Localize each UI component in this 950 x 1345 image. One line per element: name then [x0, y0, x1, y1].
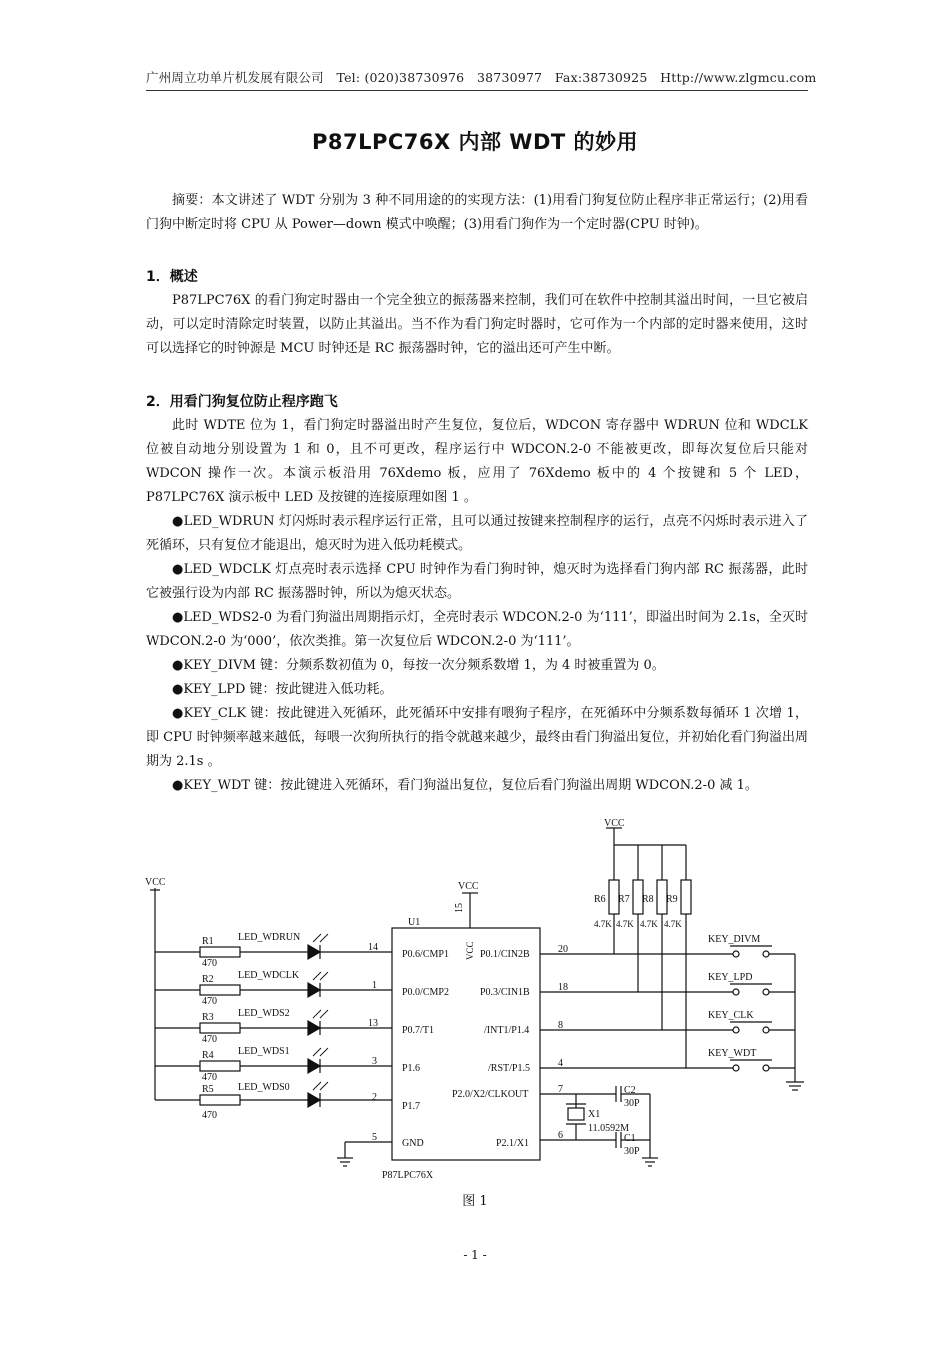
- port-x1: P2.1/X1: [496, 1138, 530, 1149]
- pin-7: 7: [558, 1084, 563, 1095]
- c2-ref: C2: [624, 1085, 636, 1096]
- r4-value: 470: [202, 1072, 217, 1083]
- r7-label: R7: [618, 894, 630, 905]
- key-lpd-label: KEY_LPD: [708, 972, 753, 983]
- r3-label: R3: [202, 1012, 214, 1023]
- vcc-label-chip: VCC: [458, 881, 479, 892]
- port-p07: P0.7/T1: [402, 1025, 434, 1036]
- r3-value: 470: [202, 1034, 217, 1045]
- key-clk-label: KEY_CLK: [708, 1010, 754, 1021]
- port-p06: P0.6/CMP1: [402, 949, 449, 960]
- pin-18: 18: [558, 982, 568, 993]
- bullet-led-wds: ●LED_WDS2-0 为看门狗溢出周期指示灯，全亮时表示 WDCON.2-0 为‘111’，即溢出时间为 2.1s，全灭时 WDCON.2-0 为‘000’，依次类推。第一次复位后 WDCON.2-0 为‘111’。: [146, 610, 808, 649]
- r8-label: R8: [642, 894, 654, 905]
- chip-name: P87LPC76X: [382, 1170, 434, 1181]
- port-p17: P1.7: [402, 1101, 421, 1112]
- document-title: P87LPC76X 内部 WDT 的妙用: [311, 130, 639, 154]
- port-p03: P0.3/CIN1B: [480, 987, 530, 998]
- key-divm-label: KEY_DIVM: [708, 934, 761, 945]
- led-row-2: [155, 983, 392, 997]
- bullet-key-divm: ●KEY_DIVM 键：分频系数初值为 0，每按一次分频系数增 1，为 4 时被重置为 0。: [172, 658, 665, 673]
- r1-value: 470: [202, 958, 217, 969]
- r1-label: R1: [202, 936, 214, 947]
- bullet-led-wdrun: ●LED_WDRUN 灯闪烁时表示程序运行正常，且可以通过按键来控制程序的运行，点亮不闪烁时表示进入了死循环，只有复位才能退出，熄灭时为进入低功耗模式。: [146, 514, 808, 553]
- bullet-key-wdt: ●KEY_WDT 键：按此键进入死循环，看门狗溢出复位，复位后看门狗溢出周期 WDCON.2-0 减 1。: [172, 778, 758, 793]
- led3-label: LED_WDS2: [238, 1008, 290, 1019]
- section-1-text: P87LPC76X 的看门狗定时器由一个完全独立的振荡器来控制，我们可在软件中控制其溢出时间，一旦它被启动，可以定时清除定时装置，以防止其溢出。当不作为看门狗定时器时，它可作为一个内部的定时器来使用，这时可以选择它的时钟源是 MCU 时钟还是 RC 振荡器时钟，它的溢出还可产生中断。: [146, 293, 808, 356]
- bullet-key-lpd: ●KEY_LPD 键：按此键进入低功耗。: [172, 682, 393, 697]
- port-p14: /INT1/P1.4: [484, 1025, 530, 1036]
- pin-5: 5: [372, 1132, 377, 1143]
- r7-value: 4.7K: [616, 919, 634, 929]
- pin-1: 1: [372, 980, 377, 991]
- bullet-key-clk: ●KEY_CLK 键：按此键进入死循环，此死循环中安排有喂狗子程序，在死循环中分频系数每循环 1 次增 1，即 CPU 时钟频率越来越低，每喂一次狗所执行的指令就越来越少，最终由看门狗溢出复位，并初始化看门狗溢出周期为 2.1s 。: [146, 706, 808, 769]
- led5-label: LED_WDS0: [238, 1082, 290, 1093]
- port-p15: /RST/P1.5: [488, 1063, 530, 1074]
- abstract-text: 摘要：本文讲述了 WDT 分别为 3 种不同用途的的实现方法：(1)用看门狗复位防止程序非正常运行；(2)用看门狗中断定时将 CPU 从 Power—down 模式中唤醒；(3)用看门狗作为一个定时器(CPU 时钟)。: [146, 193, 808, 232]
- r5-value: 470: [202, 1110, 217, 1121]
- chip-pin15-label: 15: [454, 903, 465, 913]
- x1-value: 11.0592M: [588, 1123, 630, 1134]
- port-gnd: GND: [402, 1138, 424, 1149]
- c1-ref: C1: [624, 1133, 636, 1144]
- r4-label: R4: [202, 1050, 214, 1061]
- r2-value: 470: [202, 996, 217, 1007]
- section-2-intro: 此时 WDTE 位为 1，看门狗定时器溢出时产生复位，复位后，WDCON 寄存器中 WDRUN 位和 WDCLK 位被自动地分别设置为 1 和 0，且不可更改，程序运行中 WDCON.2-0 不能被更改，即每次复位后只能对 WDCON 操作一次。本演示板沿用 76Xdemo 板，应用了 76Xdemo 板中的 4 个按键和 5 个 LED，P87LPC76X 演示板中 LED 及按键的连接原理如图 1 。: [146, 418, 808, 505]
- vcc-label-right: VCC: [604, 818, 625, 829]
- vcc-label-left: VCC: [145, 877, 166, 888]
- port-p00: P0.0/CMP2: [402, 987, 449, 998]
- led4-label: LED_WDS1: [238, 1046, 290, 1057]
- led2-label: LED_WDCLK: [238, 970, 300, 981]
- section-1-heading: 1．概述: [146, 269, 198, 285]
- r6-value: 4.7K: [594, 919, 612, 929]
- page-header: 广州周立功单片机发展有限公司 Tel: (020)38730976 38730977 Fax:38730925 Http://www.zlgmcu.com: [146, 68, 808, 91]
- figure-caption: 图 1: [462, 1194, 488, 1209]
- r9-value: 4.7K: [664, 919, 682, 929]
- chip-vcc-pin: VCC: [465, 941, 475, 960]
- chip-ref: U1: [408, 917, 421, 928]
- bullet-led-wdclk: ●LED_WDCLK 灯点亮时表示选择 CPU 时钟作为看门狗时钟，熄灭时为选择看门狗内部 RC 振荡器，此时它被强行设为内部 RC 振荡器时钟，所以为熄灭状态。: [146, 562, 808, 601]
- port-p01: P0.1/CIN2B: [480, 949, 530, 960]
- r9-label: R9: [666, 894, 678, 905]
- section-2-heading: 2．用看门狗复位防止程序跑飞: [146, 394, 338, 410]
- led-row-5: [155, 1093, 392, 1107]
- led-row-3: [155, 1021, 392, 1035]
- r8-value: 4.7K: [640, 919, 658, 929]
- r2-label: R2: [202, 974, 214, 985]
- led-row-1: [155, 945, 392, 959]
- port-p16: P1.6: [402, 1063, 421, 1074]
- pin-14: 14: [368, 942, 378, 953]
- pin-3: 3: [372, 1056, 377, 1067]
- r6-label: R6: [594, 894, 606, 905]
- port-clkout: P2.0/X2/CLKOUT: [452, 1089, 529, 1100]
- pin-2: 2: [372, 1092, 377, 1103]
- led1-label: LED_WDRUN: [238, 932, 301, 943]
- c2-value: 30P: [624, 1098, 640, 1109]
- pin-13: 13: [368, 1018, 378, 1029]
- pin-6: 6: [558, 1130, 563, 1141]
- c1-value: 30P: [624, 1146, 640, 1157]
- pin-20: 20: [558, 944, 568, 955]
- led-row-4: [155, 1059, 392, 1073]
- page-number: - 1 -: [463, 1248, 487, 1262]
- pin-8: 8: [558, 1020, 563, 1031]
- r5-label: R5: [202, 1084, 214, 1095]
- key-wdt-label: KEY_WDT: [708, 1048, 757, 1059]
- pin-4: 4: [558, 1058, 563, 1069]
- x1-ref: X1: [588, 1109, 601, 1120]
